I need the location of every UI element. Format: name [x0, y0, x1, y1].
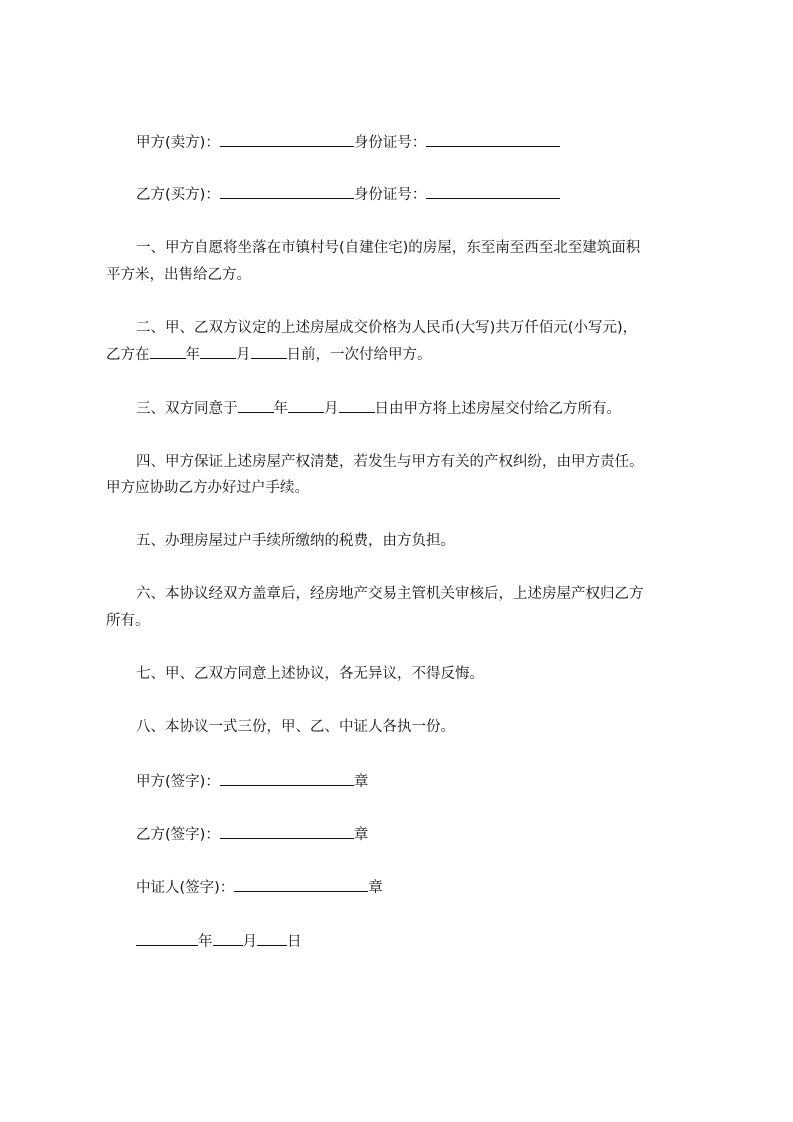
month-label: 月 — [324, 401, 339, 417]
clause-1-line-1: 一、甲方自愿将坐落在市镇村号(自建住宅)的房屋，东至南至西至北至建筑面积 — [136, 240, 641, 256]
date-month-blank — [213, 931, 243, 946]
seal-label: 章 — [353, 827, 369, 843]
payment-day-blank — [251, 344, 287, 359]
month-label: 月 — [236, 347, 251, 363]
clause-2-prefix: 乙方在 — [106, 347, 150, 363]
clause-4-line-2: 甲方应协助乙方办好过户手续。 — [106, 480, 309, 496]
clause-5: 五、办理房屋过户手续所缴纳的税费，由方负担。 — [136, 533, 455, 549]
party-b-row — [136, 184, 560, 205]
clause-8: 八、本协议一式三份，甲、乙、中证人各执一份。 — [136, 719, 455, 735]
sign-party-b-blank — [220, 824, 354, 839]
delivery-month-blank — [288, 398, 324, 413]
party-b-id-label: 身份证号： — [353, 187, 427, 203]
year-label: 年 — [185, 347, 200, 363]
date-row — [136, 931, 302, 952]
party-b-id-blank — [426, 184, 560, 199]
seal-label: 章 — [368, 880, 383, 896]
sign-witness-label: 中证人(签字)： — [136, 880, 235, 896]
sign-party-b-label: 乙方(签字)： — [136, 827, 220, 843]
seal-label: 章 — [353, 774, 369, 790]
clause-2-suffix: 日前，一次付给甲方。 — [286, 347, 432, 363]
clause-7: 七、甲、乙双方同意上述协议，各无异议，不得反悔。 — [136, 666, 484, 682]
sign-party-b-row — [136, 824, 368, 845]
party-a-row — [136, 132, 560, 153]
clause-2-line-1: 二、甲、乙双方议定的上述房屋成交价格为人民币(大写)共万仟佰元(小写元)， — [136, 320, 638, 336]
clause-3-prefix: 三、双方同意于 — [136, 401, 238, 417]
sign-witness-blank — [234, 877, 368, 892]
clause-6-line-2: 所有。 — [106, 613, 150, 629]
party-a-id-blank — [426, 132, 560, 147]
clause-1-line-2: 平方米，出售给乙方。 — [106, 267, 251, 283]
clause-6-line-1: 六、本协议经双方盖章后，经房地产交易主管机关审核后，上述房屋产权归乙方 — [136, 586, 644, 602]
party-a-id-label: 身份证号： — [353, 135, 427, 151]
party-b-label: 乙方(买方)： — [136, 187, 220, 203]
day-label: 日 — [287, 934, 302, 950]
clause-2-line-2 — [106, 344, 432, 365]
party-a-name-blank — [220, 132, 354, 147]
date-year-blank — [136, 931, 198, 946]
sign-party-a-row — [136, 771, 368, 792]
payment-month-blank — [200, 344, 236, 359]
clause-3-suffix: 日由甲方将上述房屋交付给乙方所有。 — [374, 401, 621, 417]
party-a-label: 甲方(卖方)： — [136, 135, 220, 151]
month-label: 月 — [242, 934, 257, 950]
sign-party-a-blank — [220, 771, 354, 786]
delivery-day-blank — [339, 398, 375, 413]
clause-4-line-1: 四、甲方保证上述房屋产权清楚，若发生与甲方有关的产权纠纷，由甲方责任。 — [136, 454, 644, 470]
payment-year-blank — [150, 344, 186, 359]
delivery-year-blank — [238, 398, 274, 413]
year-label: 年 — [198, 934, 213, 950]
clause-3 — [136, 398, 621, 419]
sign-witness-row — [136, 877, 383, 898]
date-day-blank — [257, 931, 287, 946]
party-b-name-blank — [220, 184, 354, 199]
year-label: 年 — [273, 401, 288, 417]
sign-party-a-label: 甲方(签字)： — [136, 774, 220, 790]
